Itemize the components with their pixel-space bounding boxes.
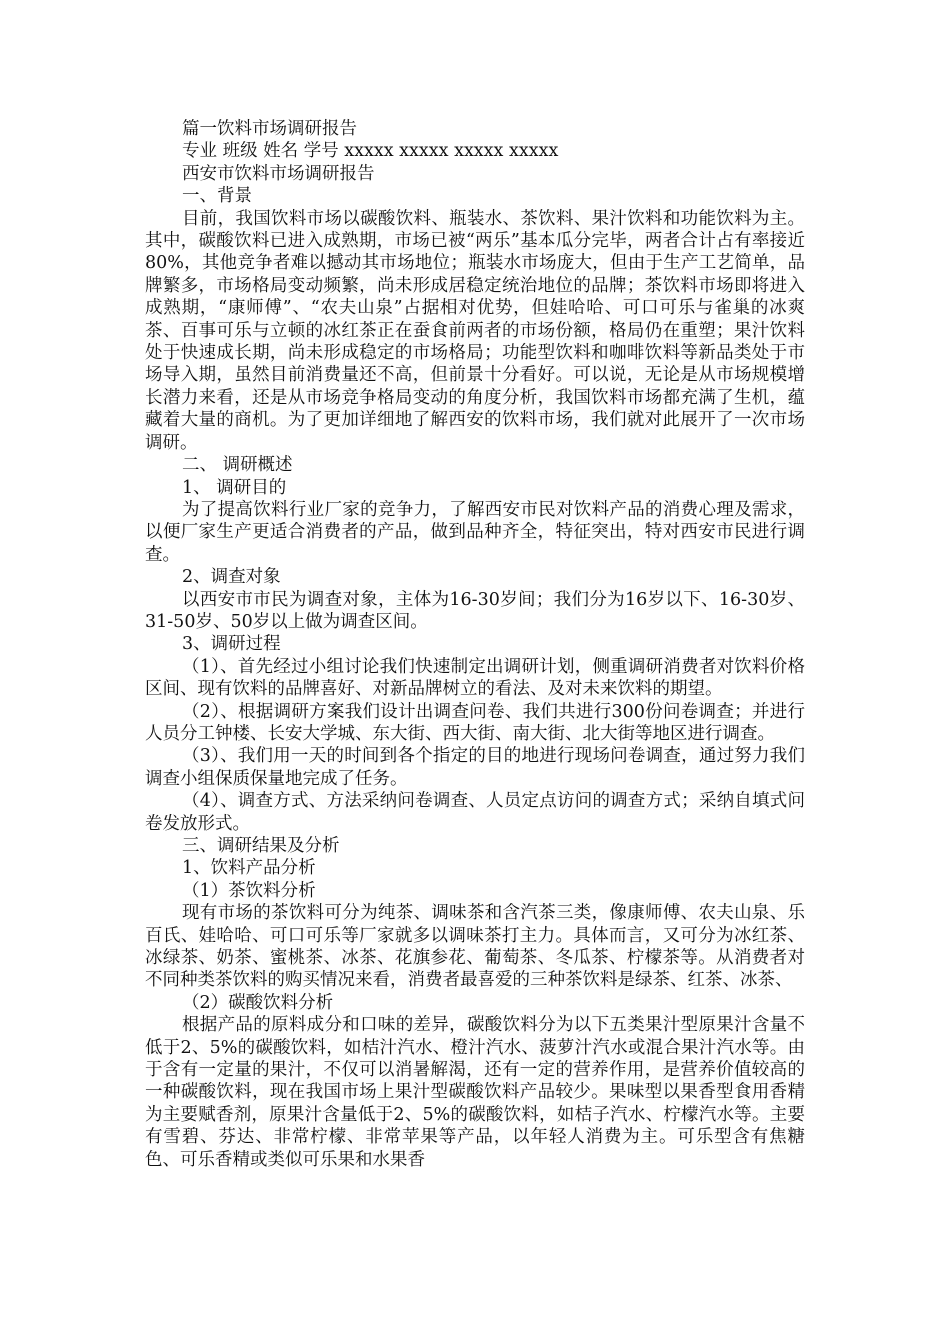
subheading-carbonated-drinks: （2）碳酸饮料分析: [182, 992, 334, 1013]
section-heading-background: 一、背景: [182, 186, 252, 207]
paragraph-tea-drinks: 现有市场的茶饮料可分为纯茶、调味茶和含汽茶三类，像康师傅、农夫山泉、乐百氏、娃哈哈、可口可乐等厂家就多以调味茶打主力。具体而言，又可分为冰红茶、冰绿茶、奶茶、蜜桃茶、冰茶、花旗参花、葡萄茶、冬瓜茶、柠檬茶等。从消费者对不同种类茶饮料的购买情况来看，消费者最喜爱的三种茶饮料是绿茶、红茶、冰茶、: [145, 903, 805, 991]
subheading-product-analysis: 1、饮料产品分析: [182, 858, 316, 879]
paragraph-background: 目前，我国饮料市场以碳酸饮料、瓶装水、茶饮料、果汁饮料和功能饮料为主。其中，碳酸饮料已进入成熟期，市场已被“两乐”基本瓜分完毕，两者合计占有率接近80%，其他竞争者难以撼动其市场地位；瓶装水市场庞大，但由于生产工艺简单，品牌繁多，市场格局变动频繁，尚未形成居稳定统治地位的品牌；茶饮料市场即将进入成熟期，“康师傅”、“农夫山泉”占据相对优势，但娃哈哈、可口可乐与雀巢的冰爽茶、百事可乐与立顿的冰红茶正在蚕食前两者的市场份额，格局仍在重塑；果汁饮料处于快速成长期，尚未形成稳定的市场格局；功能型饮料和咖啡饮料等新品类处于市场导入期，虽然目前消费量还不高，但前景十分看好。可以说，无论是从市场规模增长潜力来看，还是从市场竞争格局变动的角度分析，我国饮料市场都充满了生机，蕴藏着大量的商机。为了更加详细地了解西安的饮料市场，我们就对此展开了一次市场调研。: [145, 208, 805, 453]
paragraph-subjects: 以西安市市民为调查对象，主体为16-30岁间；我们分为16岁以下、16-30岁、31-50岁、50岁以上做为调查区间。: [145, 589, 805, 632]
report-subtitle: 西安市饮料市场调研报告: [182, 163, 375, 184]
paragraph-process-4: （4）、调查方式、方法采纳问卷调查、人员定点访问的调查方式；采纳自填式问卷发放形式。: [145, 791, 805, 834]
paragraph-process-2: （2）、根据调研方案我们设计出调查问卷、我们共进行300份问卷调查；并进行人员分工钟楼、长安大学城、东大街、西大街、南大街、北大街等地区进行调查。: [145, 701, 805, 744]
subheading-process: 3、调研过程: [182, 634, 281, 655]
section-heading-overview: 二、 调研概述: [182, 455, 293, 476]
document-title: 篇一饮料市场调研报告: [182, 119, 357, 139]
paragraph-purpose: 为了提高饮料行业厂家的竞争力，了解西安市民对饮料产品的消费心理及需求，以便厂家生产更适合消费者的产品，做到品种齐全，特征突出，特对西安市民进行调查。: [145, 499, 805, 565]
subheading-tea-drinks: （1）茶饮料分析: [182, 880, 316, 901]
paragraph-process-1: （1）、首先经过小组讨论我们快速制定出调研计划，侧重调研消费者对饮料价格区间、现有饮料的品牌喜好、对新品牌树立的看法、及对未来饮料的期望。: [145, 656, 805, 700]
section-heading-results: 三、调研结果及分析: [182, 836, 340, 856]
subheading-purpose: 1、 调研目的: [182, 477, 287, 498]
paragraph-process-3: （3）、我们用一天的时间到各个指定的目的地进行现场问卷调查，通过努力我们调查小组保质保量地完成了任务。: [145, 746, 805, 789]
author-info: 专业 班级 姓名 学号 xxxxx xxxxx xxxxx xxxxx: [182, 141, 559, 162]
document-page: [145, 118, 805, 1171]
paragraph-carbonated-drinks: 根据产品的原料成分和口味的差异，碳酸饮料分为以下五类果汁型原果汁含量不低于2、5%的碳酸饮料，如桔汁汽水、橙汁汽水、菠萝汁汽水或混合果汁汽水等。由于含有一定量的果汁，不仅可以消暑解渴，还有一定的营养作用，是营养价值较高的一种碳酸饮料，现在我国市场上果汁型碳酸饮料产品较少。果味型以果香型食用香精为主要赋香剂，原果汁含量低于2、5%的碳酸饮料，如桔子汽水、柠檬汽水等。主要有雪碧、芬达、非常柠檬、非常苹果等产品，以年轻人消费为主。可乐型含有焦糖色、可乐香精或类似可乐果和水果香: [145, 1015, 805, 1170]
subheading-subjects: 2、调查对象: [182, 567, 281, 588]
